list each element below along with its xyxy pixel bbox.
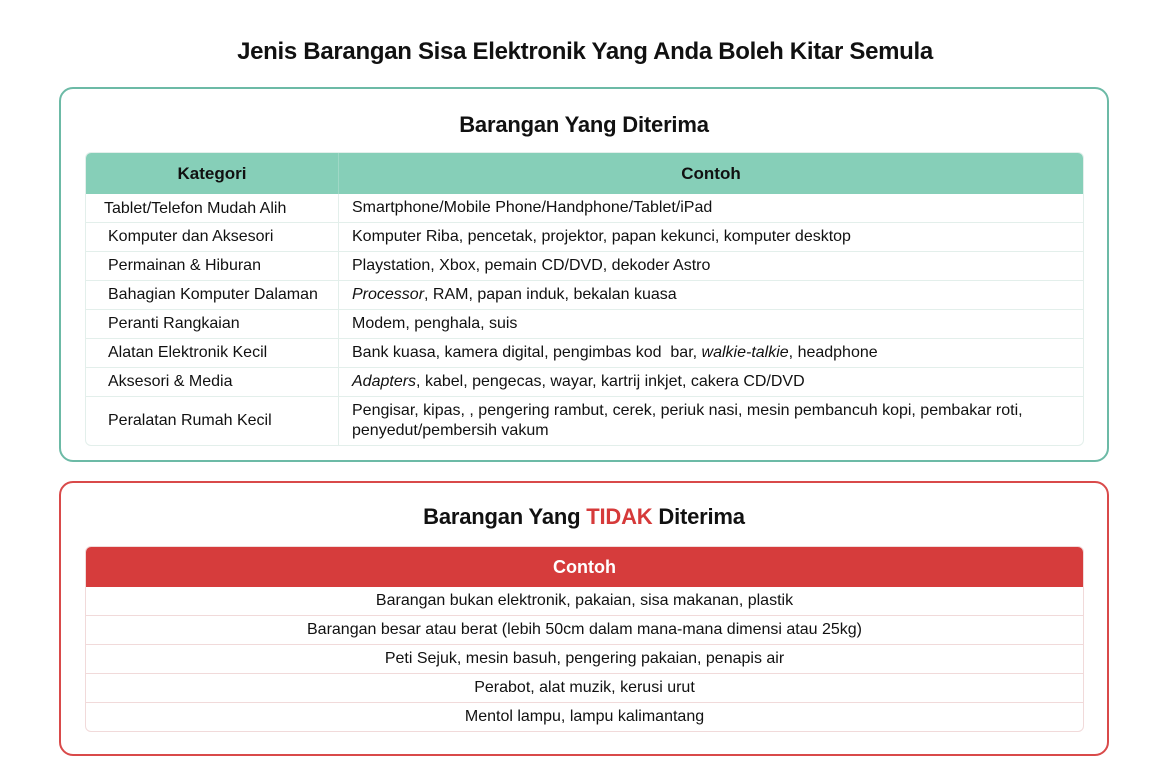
table-row — [86, 367, 1083, 396]
rejected-table-header: Contoh — [86, 547, 1083, 587]
accepted-items-table — [85, 152, 1084, 446]
examples-cell: Playstation, Xbox, pemain CD/DVD, dekoder Astro — [352, 257, 711, 274]
accepted-items-title: Barangan Yang Diterima — [459, 112, 709, 137]
examples-cell: Komputer Riba, pencetak, projektor, papan kekunci, komputer desktop — [352, 228, 851, 245]
rejected-title-end: Diterima — [652, 504, 745, 529]
category-cell: Alatan Elektronik Kecil — [86, 339, 339, 367]
rejected-items-title — [61, 502, 1107, 532]
table-row: Perabot, alat muzik, kerusi urut — [86, 673, 1083, 702]
table-row — [86, 396, 1083, 445]
category-cell: Bahagian Komputer Dalaman — [86, 281, 339, 309]
table-row — [86, 338, 1083, 367]
examples-italic-text: Adapters — [352, 373, 417, 390]
rejected-items-table — [85, 546, 1084, 732]
table-row — [86, 194, 1083, 222]
examples-text: , headphone — [788, 344, 878, 361]
table-row: Mentol lampu, lampu kalimantang — [86, 702, 1083, 731]
examples-italic-text: walkie-talkie — [701, 344, 789, 361]
examples-cell: Pengisar, kipas, , pengering rambut, cerek, periuk nasi, mesin pembancuh kopi, pembakar roti, penyedut/pembersih vakum — [352, 402, 1023, 439]
category-cell: Tablet/Telefon Mudah Alih — [86, 194, 339, 222]
page-title: Jenis Barangan Sisa Elektronik Yang Anda Boleh Kitar Semula — [237, 38, 933, 65]
examples-cell — [339, 339, 1083, 367]
accepted-table-header — [86, 153, 1083, 194]
category-cell: Komputer dan Aksesori — [86, 223, 339, 251]
rejected-title-highlight: TIDAK — [586, 504, 653, 529]
examples-italic-text: Processor — [352, 286, 425, 303]
examples-text: , kabel, pengecas, wayar, kartrij inkjet, cakera CD/DVD — [416, 373, 805, 390]
examples-cell: Modem, penghala, suis — [352, 315, 518, 332]
table-row — [86, 222, 1083, 251]
examples-cell: Smartphone/Mobile Phone/Handphone/Tablet/iPad — [352, 199, 713, 216]
table-row: Peti Sejuk, mesin basuh, pengering pakaian, penapis air — [86, 644, 1083, 673]
table-row: Barangan besar atau berat (lebih 50cm dalam mana-mana dimensi atau 25kg) — [86, 615, 1083, 644]
examples-column-header: Contoh — [681, 164, 741, 183]
examples-text: Bank kuasa, kamera digital, pengimbas kod bar, — [352, 344, 702, 361]
table-row — [86, 280, 1083, 309]
table-row: Barangan bukan elektronik, pakaian, sisa makanan, plastik — [375, 592, 794, 609]
table-row — [86, 309, 1083, 338]
category-cell: Peralatan Rumah Kecil — [86, 397, 339, 445]
category-cell: Permainan & Hiburan — [86, 252, 339, 280]
category-cell: Aksesori & Media — [86, 368, 339, 396]
examples-cell — [339, 368, 1083, 396]
rejected-items-card — [59, 481, 1109, 756]
examples-text: , RAM, papan induk, bekalan kuasa — [424, 286, 677, 303]
category-cell: Peranti Rangkaian — [86, 310, 339, 338]
table-row — [86, 251, 1083, 280]
category-column-header: Kategori — [86, 153, 339, 194]
accepted-items-card — [59, 87, 1109, 462]
rejected-title-start: Barangan Yang — [423, 504, 587, 529]
examples-cell — [339, 281, 1083, 309]
